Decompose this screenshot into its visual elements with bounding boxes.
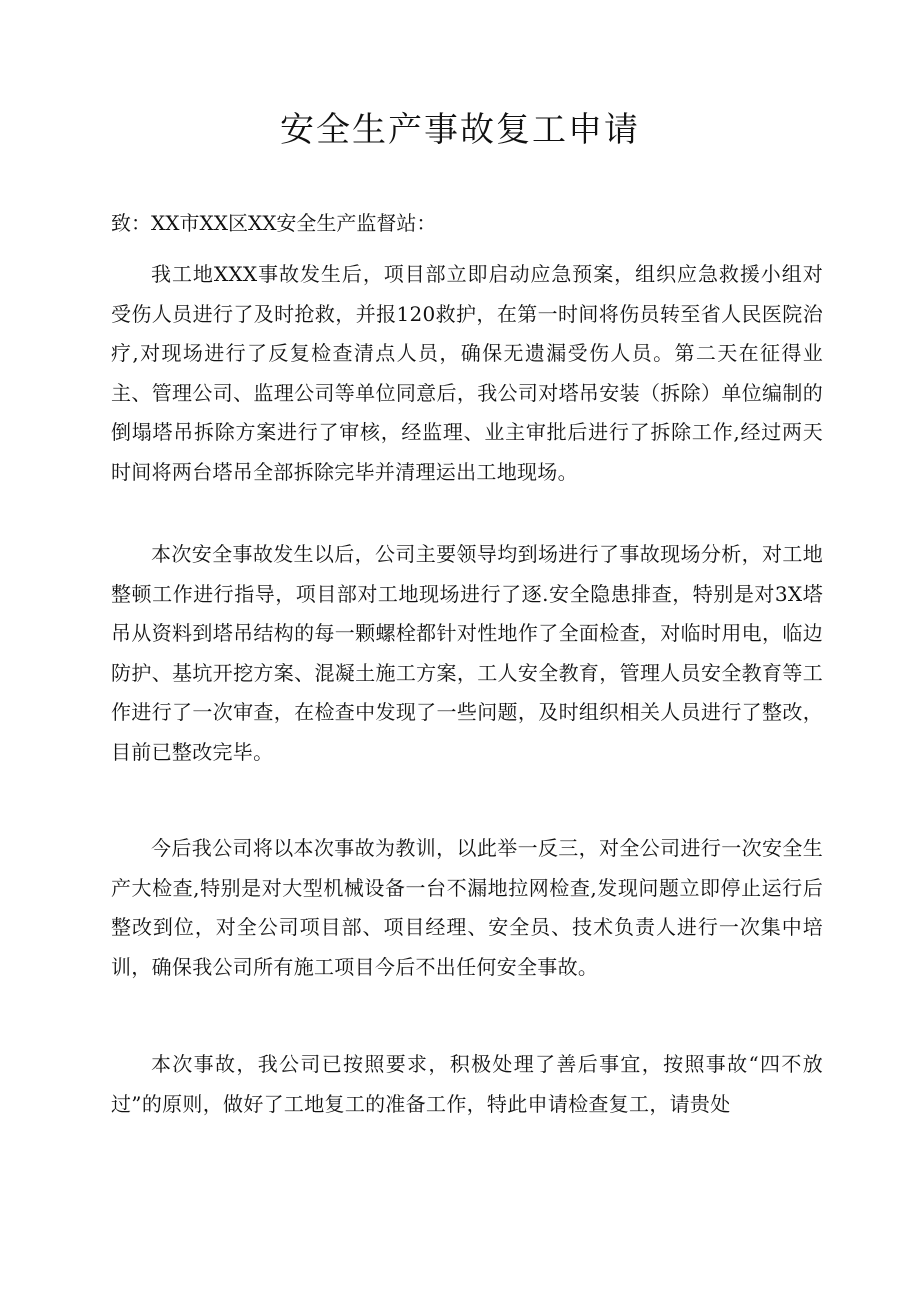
addressee-line: 致：XX市XX区XX安全生产监督站： bbox=[111, 211, 437, 235]
body-paragraph: 本次安全事故发生以后，公司主要领导均到场进行了事故现场分析，对工地整顿工作进行指导，项目部对工地现场进行了逐.安全隐患排查，特别是对3X塔吊从资料到塔吊结构的每一颗螺栓都针对性地作了全面检查，对临时用电，临边防护、基坑开挖方案、混凝土施工方案，工人安全教育，管理人员安全教育等工作进行了一次审查，在检查中发现了一些问题，及时组织相关人员进行了整改，目前已整改完毕。 bbox=[111, 542, 823, 764]
document-title: 安全生产事故复工申请 bbox=[280, 110, 640, 150]
body-paragraph: 我工地XXX事故发生后，项目部立即启动应急预案，组织应急救援小组对受伤人员进行了及时抢救，并报120救护，在第一时间将伤员转至省人民医院治疗,对现场进行了反复检查清点人员，确保无遗漏受伤人员。第二天在征得业主、管理公司、监理公司等单位同意后，我公司对塔吊安装（拆除）单位编制的倒塌塔吊拆除方案进行了审核，经监理、业主审批后进行了拆除工作,经过两天时间将两台塔吊全部拆除完毕并清理运出工地现场。 bbox=[111, 262, 823, 484]
body-paragraph: 今后我公司将以本次事故为教训，以此举一反三，对全公司进行一次安全生产大检查,特别是对大型机械设备一台不漏地拉网检查,发现问题立即停止运行后整改到位，对全公司项目部、项目经理、安全员、技术负责人进行一次集中培训，确保我公司所有施工项目今后不出任何安全事故。 bbox=[111, 836, 823, 979]
body-paragraph: 本次事故，我公司已按照要求，积极处理了善后事宜，按照事故“四不放过”的原则，做好了工地复工的准备工作，特此申请检查复工，请贵处 bbox=[111, 1052, 823, 1116]
